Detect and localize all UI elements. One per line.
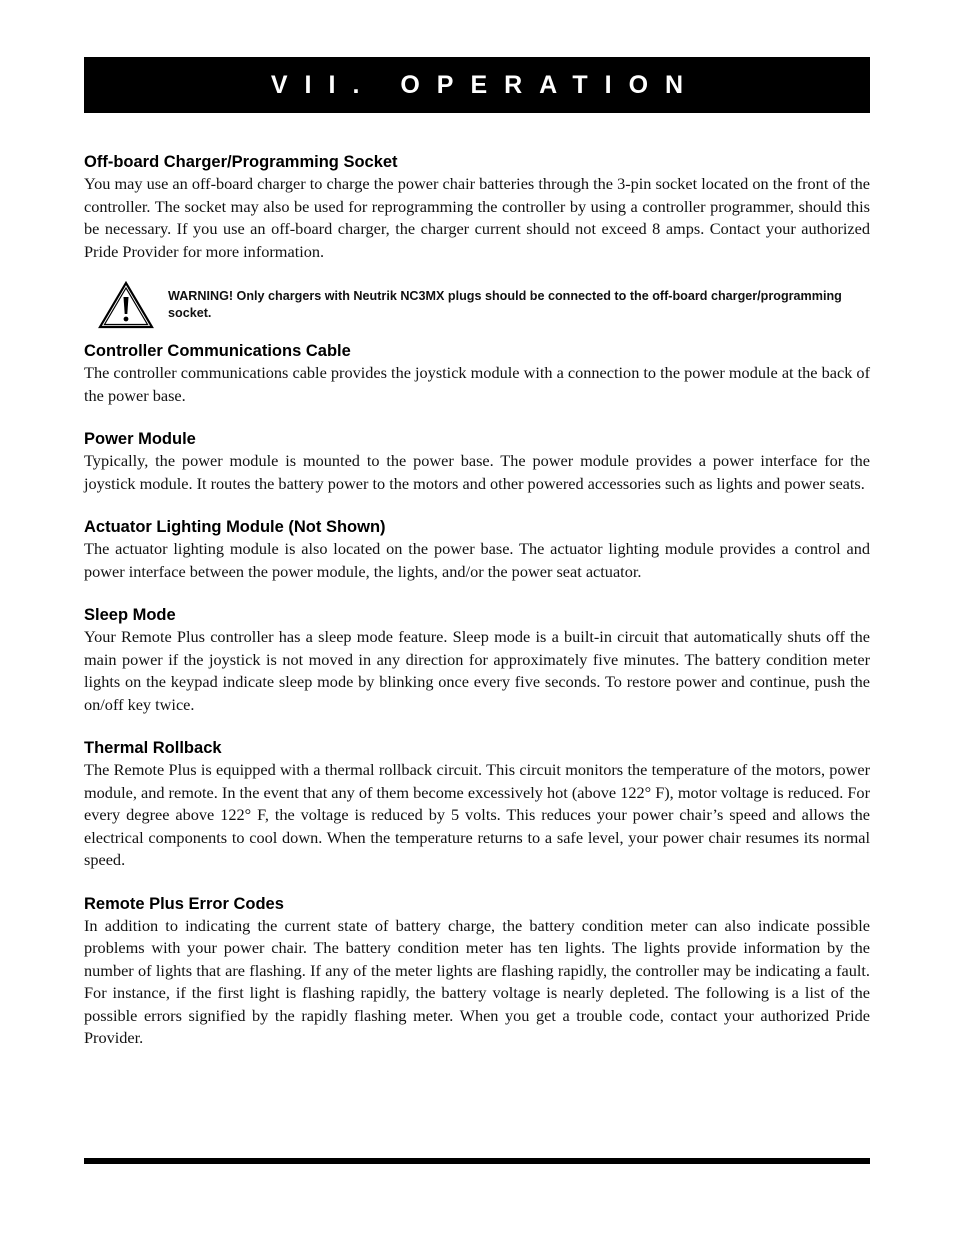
section-heading: Actuator Lighting Module (Not Shown) (84, 518, 386, 536)
footer-rule (84, 1158, 870, 1164)
section-sleep-mode (84, 605, 870, 716)
chapter-header-bar (84, 57, 870, 113)
section-body: Typically, the power module is mounted to the power base. The power module provides a power interface for the joystick module. It routes the battery power to the motors and other powered accessories such as lights and power seats. (84, 451, 870, 493)
section-offboard-charger (84, 152, 870, 263)
page-content (84, 152, 870, 1050)
section-thermal-rollback (84, 738, 870, 872)
section-error-codes (84, 894, 870, 1050)
section-power-module (84, 429, 870, 495)
section-actuator-lighting (84, 517, 870, 583)
section-body: The controller communications cable provides the joystick module with a connection to the power module at the back of the power base. (84, 363, 870, 405)
warning-callout (84, 281, 870, 329)
section-heading: Sleep Mode (84, 606, 176, 624)
section-body: You may use an off-board charger to charge the power chair batteries through the 3-pin socket located on the front of the controller. The socket may also be used for reprogramming the controller by using a controller programmer, should this be necessary. If you use an off-board charger, the charger current should not exceed 8 amps. Contact your authorized Pride Provider for more information. (84, 174, 870, 261)
section-heading: Thermal Rollback (84, 739, 222, 757)
section-communications-cable (84, 341, 870, 407)
section-body: Your Remote Plus controller has a sleep mode feature. Sleep mode is a built-in circuit that automatically shuts off the main power if the joystick is not moved in any direction for approximately five minutes. The battery condition meter lights on the keypad indicate sleep mode by blinking once every five seconds. To restore power and continue, push the on/off key twice. (84, 627, 870, 714)
section-heading: Off-board Charger/Programming Socket (84, 153, 398, 171)
warning-triangle-icon (98, 281, 154, 329)
section-body: In addition to indicating the current state of battery charge, the battery condition meter can also indicate possible problems with your power chair. The battery condition meter has ten lights. The lights provide information by the number of lights that are flashing. If any of the meter lights are flashing rapidly, the controller may be indicating a fault. For instance, if the first light is flashing rapidly, the battery voltage is nearly depleted. The following is a list of the possible errors signified by the rapidly flashing meter. When you get a trouble code, contact your authorized Pride Provider. (84, 915, 870, 1047)
warning-text: WARNING! Only chargers with Neutrik NC3MX plugs should be connected to the off-board charger/programming socket. (168, 289, 842, 320)
section-body: The actuator lighting module is also located on the power base. The actuator lighting module provides a control and power interface between the power module, the lights, and/or the power seat actuator. (84, 539, 870, 581)
section-heading: Remote Plus Error Codes (84, 894, 284, 913)
chapter-title: VII. OPERATION (270, 70, 701, 99)
section-heading: Controller Communications Cable (84, 342, 351, 360)
section-body: The Remote Plus is equipped with a thermal rollback circuit. This circuit monitors the temperature of the motors, power module, and remote. In the event that any of them become excessively hot (above 122° F), motor voltage is reduced. For every degree above 122° F, the voltage is reduced by 5 volts. This reduces your power chair’s speed and allows the electrical components to cool down. When the temperature returns to a safe level, your power chair resumes its normal speed. (84, 760, 870, 869)
section-heading: Power Module (84, 430, 196, 448)
